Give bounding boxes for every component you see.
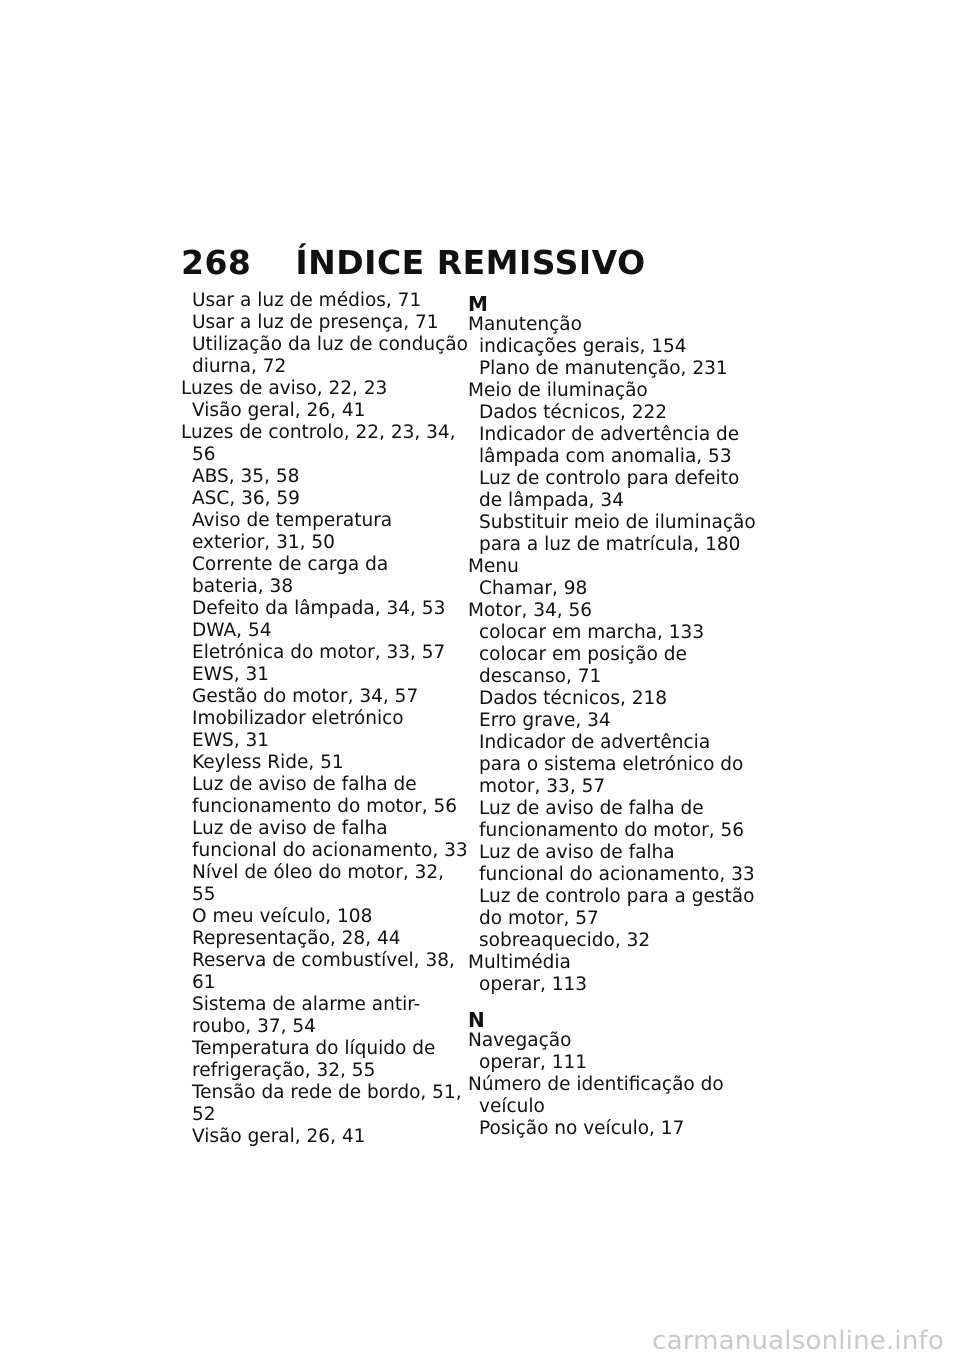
- index-entry-sub: sobreaquecido, 32: [479, 930, 651, 951]
- index-entry-sub: para a luz de matrícula, 180: [479, 534, 741, 555]
- index-entry-sub: funcionamento do motor, 56: [479, 820, 744, 841]
- index-entry-continuation: 56: [192, 444, 216, 465]
- index-entry-sub: funcionamento do motor, 56: [192, 796, 457, 817]
- index-entry-sub: Luz de controlo para defeito: [479, 468, 740, 489]
- index-entry-sub: Corrente de carga da: [192, 554, 389, 575]
- index-entry-sub: Visão geral, 26, 41: [192, 1126, 366, 1147]
- index-entry-sub: diurna, 72: [192, 356, 287, 377]
- index-entry-main: Luzes de controlo, 22, 23, 34,: [181, 422, 456, 443]
- index-entry-sub: Indicador de advertência de: [479, 424, 740, 445]
- index-entry-sub: Temperatura do líquido de: [192, 1038, 436, 1059]
- index-entry-main: Menu: [468, 556, 519, 577]
- index-entry-continuation: veículo: [479, 1096, 545, 1117]
- index-entry-main: Navegação: [468, 1030, 572, 1051]
- index-entry-sub: Luz de aviso de falha de: [479, 798, 704, 819]
- index-column-right: [468, 290, 756, 1140]
- index-entry-main: Multimédia: [468, 952, 571, 973]
- index-entry-sub: Utilização da luz de condução: [192, 334, 468, 355]
- index-entry-sub: Luz de aviso de falha: [192, 818, 388, 839]
- index-entry-sub: operar, 113: [479, 974, 588, 995]
- page-number: 268: [181, 243, 252, 282]
- index-entry-sub: roubo, 37, 54: [192, 1016, 316, 1037]
- index-entry-sub: lâmpada com anomalia, 53: [479, 446, 732, 467]
- index-entry-sub: descanso, 71: [479, 666, 602, 687]
- index-entry-main: Luzes de aviso, 22, 23: [181, 378, 388, 399]
- index-entry-sub: Erro grave, 34: [479, 710, 611, 731]
- index-entry-sub: Luz de aviso de falha de: [192, 774, 417, 795]
- index-entry-sub: Chamar, 98: [479, 578, 588, 599]
- index-entry-sub: para o sistema eletrónico do: [479, 754, 744, 775]
- index-entry-sub: EWS, 31: [192, 664, 270, 685]
- index-entry-sub: do motor, 57: [479, 908, 599, 929]
- index-entry-sub: bateria, 38: [192, 576, 294, 597]
- page-title: ÍNDICE REMISSIVO: [295, 243, 646, 282]
- index-entry-main: Meio de iluminação: [468, 380, 648, 401]
- index-entry-sub: Imobilizador eletrónico: [192, 708, 404, 729]
- index-column-left: [181, 290, 468, 1148]
- index-entry-sub: colocar em marcha, 133: [479, 622, 705, 643]
- index-entry-sub: funcional do acionamento, 33: [479, 864, 755, 885]
- index-entry-sub: Gestão do motor, 34, 57: [192, 686, 419, 707]
- watermark: carmanualsonline.info: [652, 1326, 944, 1356]
- index-entry-sub: Indicador de advertência: [479, 732, 711, 753]
- index-entry-sub: Substituir meio de iluminação: [479, 512, 756, 533]
- index-entry-sub: Luz de controlo para a gestão: [479, 886, 755, 907]
- index-entry-sub: Sistema de alarme antir-: [192, 994, 421, 1015]
- index-entry-sub: ASC, 36, 59: [192, 488, 300, 509]
- index-entry-sub: Aviso de temperatura: [192, 510, 393, 531]
- index-entry-sub: Tensão da rede de bordo, 51,: [192, 1082, 462, 1103]
- index-entry-sub: operar, 111: [479, 1052, 588, 1073]
- index-entry-sub: 52: [192, 1104, 216, 1125]
- index-entry-sub: funcional do acionamento, 33: [192, 840, 468, 861]
- index-entry-sub: Plano de manutenção, 231: [479, 358, 728, 379]
- index-entry-sub: Luz de aviso de falha: [479, 842, 675, 863]
- index-entry-sub: O meu veículo, 108: [192, 906, 373, 927]
- index-entry-sub: exterior, 31, 50: [192, 532, 335, 553]
- index-entry-main: Motor, 34, 56: [468, 600, 593, 621]
- index-entry-sub: Reserva de combustível, 38,: [192, 950, 455, 971]
- index-entry-sub: Keyless Ride, 51: [192, 752, 344, 773]
- index-section-letter: N: [468, 1008, 485, 1032]
- index-entry-sub: Visão geral, 26, 41: [192, 400, 366, 421]
- index-entry-sub: EWS, 31: [192, 730, 270, 751]
- index-entry-sub: Representação, 28, 44: [192, 928, 401, 949]
- page-header: [181, 243, 646, 282]
- index-entry-sub: indicações gerais, 154: [479, 336, 687, 357]
- index-entry-sub: de lâmpada, 34: [479, 490, 624, 511]
- index-entry-sub: DWA, 54: [192, 620, 272, 641]
- index-entry-sub: Dados técnicos, 218: [479, 688, 668, 709]
- index-entry-sub: 61: [192, 972, 216, 993]
- index-entry-sub: Usar a luz de médios, 71: [192, 290, 422, 311]
- index-entry-sub: Usar a luz de presença, 71: [192, 312, 439, 333]
- index-section-letter: M: [468, 292, 488, 316]
- index-entry-sub: Defeito da lâmpada, 34, 53: [192, 598, 446, 619]
- index-entry-sub: Eletrónica do motor, 33, 57: [192, 642, 446, 663]
- index-entry-sub: 55: [192, 884, 216, 905]
- index-entry-sub: ABS, 35, 58: [192, 466, 300, 487]
- index-entry-sub: colocar em posição de: [479, 644, 687, 665]
- index-entry-sub: motor, 33, 57: [479, 776, 606, 797]
- index-entry-main: Número de identificação do: [468, 1074, 724, 1095]
- index-entry-sub: Posição no veículo, 17: [479, 1118, 685, 1139]
- index-entry-sub: Dados técnicos, 222: [479, 402, 668, 423]
- index-entry-sub: refrigeração, 32, 55: [192, 1060, 376, 1081]
- index-entry-main: Manutenção: [468, 314, 582, 335]
- index-entry-sub: Nível de óleo do motor, 32,: [192, 862, 445, 883]
